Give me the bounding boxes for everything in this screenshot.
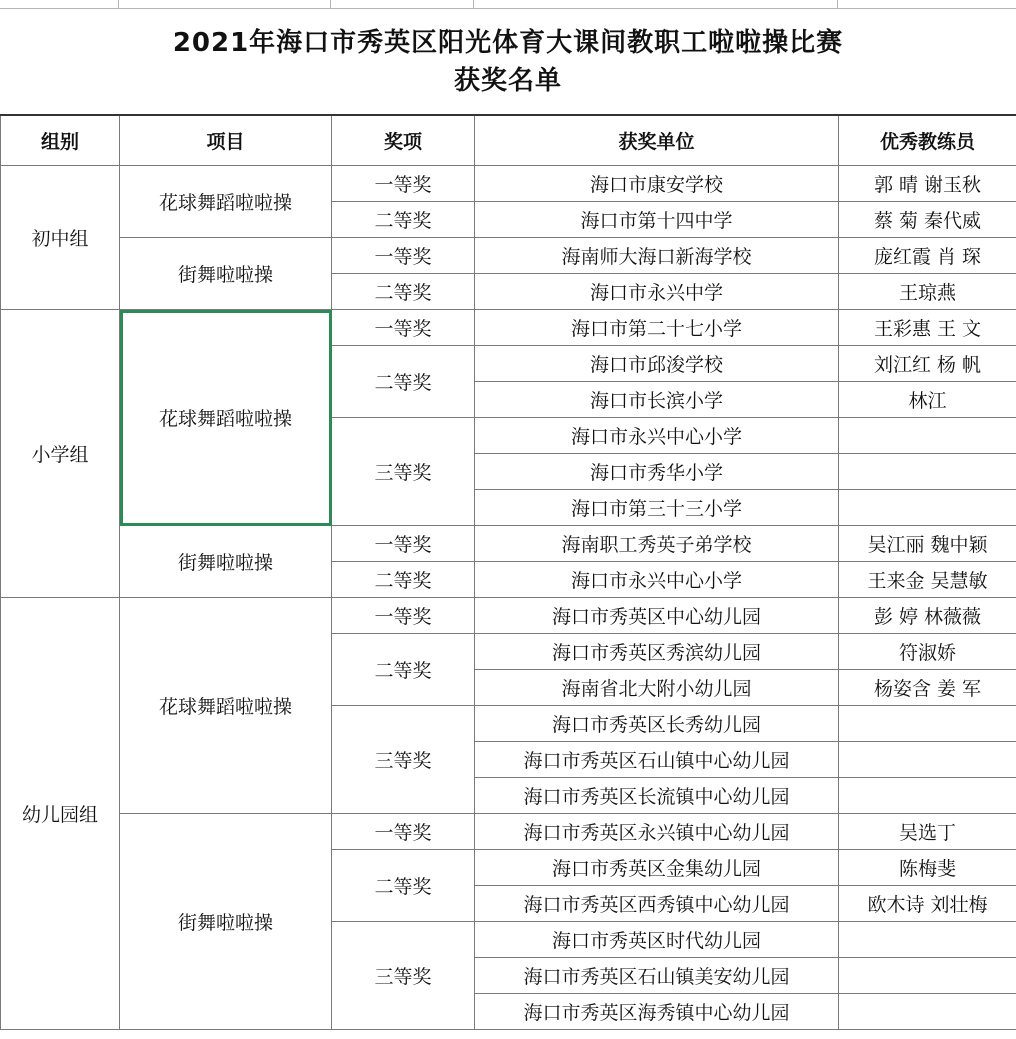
- unit-cell: 海口市第三十三小学: [475, 490, 839, 526]
- unit-cell: 海口市康安学校: [475, 166, 839, 202]
- coach-cell: 符淑娇: [839, 634, 1016, 670]
- coach-cell: 陈梅斐: [839, 850, 1016, 886]
- award-cell: 二等奖: [332, 562, 475, 598]
- coach-cell: [839, 922, 1016, 958]
- award-cell: 三等奖: [332, 706, 475, 814]
- header-group: 组别: [1, 115, 120, 166]
- unit-cell: 海口市秀英区海秀镇中心幼儿园: [475, 994, 839, 1030]
- header-unit: 获奖单位: [475, 115, 839, 166]
- unit-cell: 海口市秀英区长秀幼儿园: [475, 706, 839, 742]
- unit-cell: 海口市秀英区西秀镇中心幼儿园: [475, 886, 839, 922]
- coach-cell: [839, 958, 1016, 994]
- header-project: 项目: [120, 115, 332, 166]
- award-table: [0, 114, 1016, 1030]
- grid-segment: [474, 0, 838, 8]
- unit-cell: 海口市秀英区中心幼儿园: [475, 598, 839, 634]
- coach-cell: 杨姿含 姜 军: [839, 670, 1016, 706]
- coach-cell: 王来金 吴慧敏: [839, 562, 1016, 598]
- unit-cell: 海口市秀华小学: [475, 454, 839, 490]
- project-cell: 街舞啦啦操: [120, 814, 332, 1030]
- title-line-2: 获奖名单: [453, 65, 562, 96]
- project-cell: 街舞啦啦操: [120, 526, 332, 598]
- unit-cell: 海口市秀英区长流镇中心幼儿园: [475, 778, 839, 814]
- top-grid-strip: [0, 0, 1016, 8]
- award-cell: 二等奖: [332, 346, 475, 418]
- unit-cell: 海口市永兴中学: [475, 274, 839, 310]
- award-cell: 三等奖: [332, 418, 475, 526]
- award-cell: 二等奖: [332, 202, 475, 238]
- unit-cell: 海口市秀英区金集幼儿园: [475, 850, 839, 886]
- unit-cell: 海口市长滨小学: [475, 382, 839, 418]
- header-row: [1, 115, 1016, 166]
- table-row: [1, 814, 1016, 850]
- unit-cell: 海南职工秀英子弟学校: [475, 526, 839, 562]
- group-cell: 初中组: [1, 166, 120, 310]
- table-row: [1, 598, 1016, 634]
- table-row: [1, 166, 1016, 202]
- title-line-1: 2021年海口市秀英区阳光体育大课间教职工啦啦操比赛: [172, 27, 844, 58]
- coach-cell: [839, 454, 1016, 490]
- header-award: 奖项: [332, 115, 475, 166]
- award-cell: 一等奖: [332, 166, 475, 202]
- unit-cell: 海口市邱浚学校: [475, 346, 839, 382]
- coach-cell: 郭 晴 谢玉秋: [839, 166, 1016, 202]
- project-cell: 花球舞蹈啦啦操: [120, 598, 332, 814]
- project-cell: 花球舞蹈啦啦操: [120, 166, 332, 238]
- award-cell: 三等奖: [332, 922, 475, 1030]
- unit-cell: 海口市永兴中心小学: [475, 418, 839, 454]
- award-cell: 二等奖: [332, 634, 475, 706]
- coach-cell: 王琼燕: [839, 274, 1016, 310]
- coach-cell: 欧木诗 刘壮梅: [839, 886, 1016, 922]
- project-cell: 街舞啦啦操: [120, 238, 332, 310]
- grid-segment: [0, 0, 119, 8]
- award-cell: 二等奖: [332, 850, 475, 922]
- project-cell-selected[interactable]: 花球舞蹈啦啦操: [120, 310, 332, 526]
- coach-cell: 庞红霞 肖 琛: [839, 238, 1016, 274]
- unit-cell: 海口市秀英区石山镇中心幼儿园: [475, 742, 839, 778]
- coach-cell: [839, 778, 1016, 814]
- coach-cell: 刘江红 杨 帆: [839, 346, 1016, 382]
- unit-cell: 海口市秀英区时代幼儿园: [475, 922, 839, 958]
- unit-cell: 海口市秀英区永兴镇中心幼儿园: [475, 814, 839, 850]
- unit-cell: 海口市第十四中学: [475, 202, 839, 238]
- unit-cell: 海口市永兴中心小学: [475, 562, 839, 598]
- coach-cell: 吴选丁: [839, 814, 1016, 850]
- coach-cell: [839, 706, 1016, 742]
- grid-segment: [119, 0, 331, 8]
- coach-cell: 吴江丽 魏中颖: [839, 526, 1016, 562]
- unit-cell: 海南师大海口新海学校: [475, 238, 839, 274]
- coach-cell: 林江: [839, 382, 1016, 418]
- unit-cell: 海口市秀英区石山镇美安幼儿园: [475, 958, 839, 994]
- coach-cell: 王彩惠 王 文: [839, 310, 1016, 346]
- coach-cell: [839, 490, 1016, 526]
- award-cell: 一等奖: [332, 310, 475, 346]
- coach-cell: 蔡 菊 秦代威: [839, 202, 1016, 238]
- table-row: [1, 238, 1016, 274]
- unit-cell: 海口市第二十七小学: [475, 310, 839, 346]
- award-cell: 一等奖: [332, 238, 475, 274]
- group-cell: 小学组: [1, 310, 120, 598]
- unit-cell: 海南省北大附小幼儿园: [475, 670, 839, 706]
- grid-segment: [331, 0, 474, 8]
- table-row: [1, 310, 1016, 346]
- header-coach: 优秀教练员: [839, 115, 1016, 166]
- award-cell: 二等奖: [332, 274, 475, 310]
- coach-cell: [839, 742, 1016, 778]
- coach-cell: [839, 418, 1016, 454]
- award-cell: 一等奖: [332, 526, 475, 562]
- coach-cell: 彭 婷 林薇薇: [839, 598, 1016, 634]
- group-cell: 幼儿园组: [1, 598, 120, 1030]
- coach-cell: [839, 994, 1016, 1030]
- unit-cell: 海口市秀英区秀滨幼儿园: [475, 634, 839, 670]
- document-title: [0, 8, 1016, 114]
- award-cell: 一等奖: [332, 814, 475, 850]
- table-row: [1, 526, 1016, 562]
- award-cell: 一等奖: [332, 598, 475, 634]
